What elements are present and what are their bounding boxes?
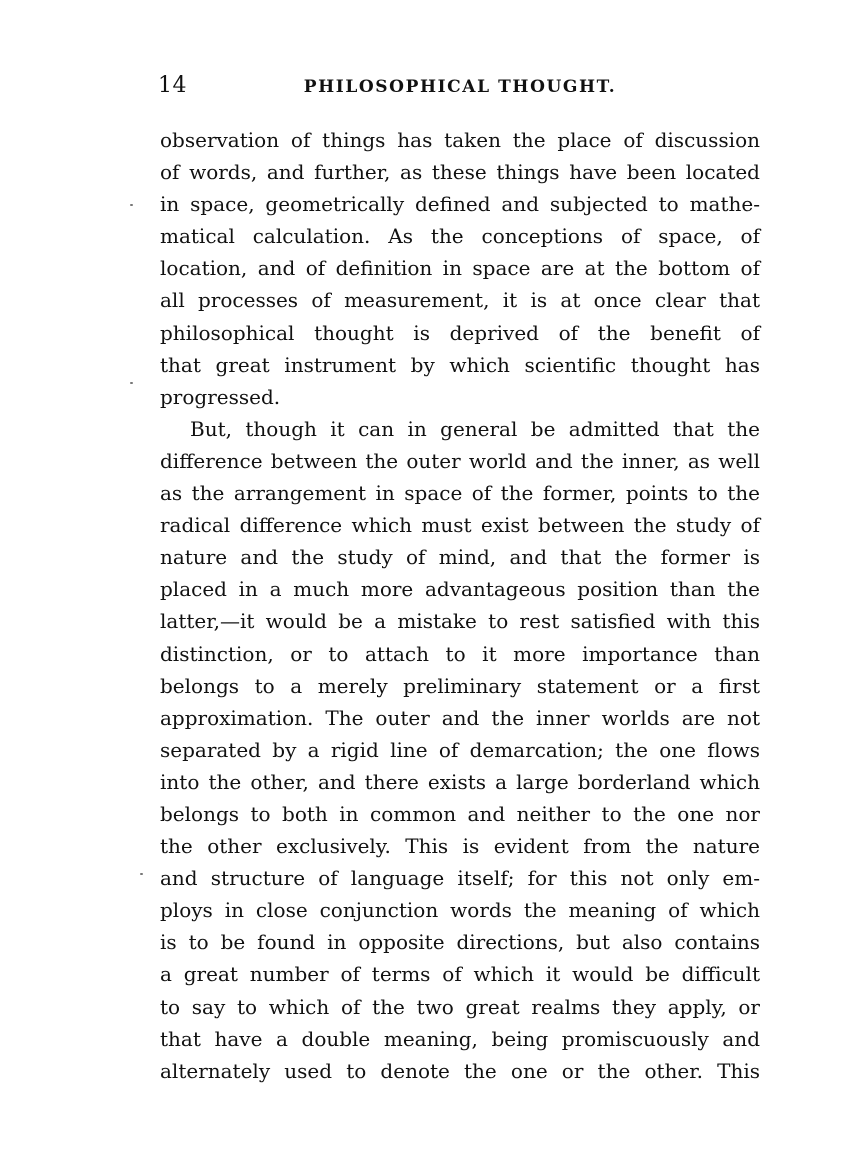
text-line: of words, and further, as these things have been located [160,160,760,185]
text-line: matical calculation. As the conceptions of space, of [160,224,760,249]
text-line: into the other, and there exists a large borderland which [160,769,760,794]
text-line: in space, geometrically defined and subjected to mathe- [160,192,760,217]
text-line: approximation. The outer and the inner worlds are not [160,705,760,730]
body-text [160,124,760,1087]
text-line: placed in a much more advantageous position than the [160,577,760,602]
text-line: progressed. [160,384,281,409]
text-line: nature and the study of mind, and that the former is [160,545,760,570]
text-line: distinction, or to attach to it more importance than [160,641,760,666]
running-head: PHILOSOPHICAL THOUGHT. [303,77,617,97]
text-line: latter,—it would be a mistake to rest satisfied with this [160,609,760,634]
text-line: belongs to a merely preliminary statement or a first [160,673,760,698]
text-line: separated by a rigid line of demarcation; the one flows [160,737,760,762]
text-line: But, though it can in general be admitted that the [190,416,760,441]
text-line: all processes of measurement, it is at once clear that [160,288,760,313]
scan-speck [130,204,133,206]
text-line: a great number of terms of which it would be difficult [160,962,760,987]
text-line: that have a double meaning, being promiscuously and [160,1026,760,1051]
scan-speck [140,873,143,875]
text-line: and structure of language itself; for this not only em- [160,866,760,891]
text-line: difference between the outer world and the inner, as well [160,448,760,473]
text-line: to say to which of the two great realms they apply, or [160,994,760,1019]
text-line: location, and of definition in space are at the bottom of [160,256,760,281]
page-number: 14 [158,73,187,98]
text-line: belongs to both in common and neither to the one nor [160,801,760,826]
text-line: ploys in close conjunction words the meaning of which [160,898,760,923]
text-line: radical difference which must exist between the study of [160,513,760,538]
text-line: observation of things has taken the place of discussion [160,128,760,152]
scan-speck [130,382,133,384]
text-line: the other exclusively. This is evident from the nature [160,834,760,859]
text-line: that great instrument by which scientific thought has [160,352,760,377]
text-line: as the arrangement in space of the former, points to the [160,481,760,506]
text-line: is to be found in opposite directions, but also contains [160,930,760,955]
text-line: philosophical thought is deprived of the benefit of [160,320,760,345]
text-line: alternately used to denote the one or the other. This [160,1058,760,1083]
